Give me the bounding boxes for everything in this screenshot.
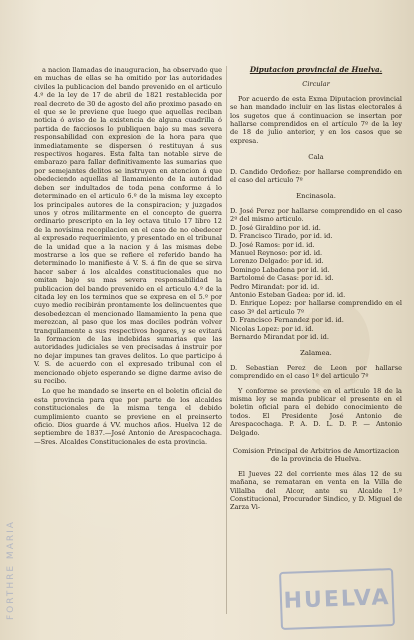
left-column: [34, 66, 222, 632]
section1-title: Cala: [308, 153, 324, 162]
list-item: D. José Perez por hallarse comprendido en el caso 2º del mismo articulo.: [230, 206, 402, 224]
list-item: D. Francisco Fernandez por id. id.: [230, 316, 344, 325]
library-stamp: HUELVA: [279, 568, 395, 630]
list-item: Domingo Labadena por id. id.: [230, 265, 330, 274]
left-paragraph-1: a nacion llamadas de inauguracion, ha observado que en muchas de ellas se ha omitido por las autoridades civiles la publicacion del bando prevenido en el articulo 4.º de la ley de 17 de abril de 1821 restablecida por real decreto de 30 de agosto del año proximo pasado en el que se le previene que luego que aquellas reciban noticia ó aviso de la existencia de alguna cuadrilla ó partida de facciosos lo publiquen bajo su mas severa responsabilidad con expresion de la hora para que inmediatamente se dispersen ó restituyan á sus respectivos hogares. Esta falta tan notable sirve de embarazo para fallar definitivamente las sumarias que por semejantes delitos se instruyen en atencion á que obedeciendo aquellas al llamamiento de la autoridad deben ser indultados de toda pena conforme á lo determinado en el articulo 6.º de la misma ley excepto los principales autores de la conspiracion; y juzgados unos y otros militarmente en el concepto de guerra ordinario prescripto en la ley octava titulo 17 libro 12 de la novísima recopilacion en el caso de no obedecer al expresado requerimiento, y presentado en el tribunal de la unidad que a la nacion y á las mismas debe mostrarse a los que se refiere el referido bando ha determinado lo manifieste á V. S. á fin de que se sirva hacer saber á los alcaldes constitucionales que no omitan bajo su mas severa responsabilidad la publicacion del bando prevenido en el articulo 4.º de la citada ley en los terminos que se expresa en el 5.º por cuyo medio recibirán prontamente los delincuentes que desobedezcan el mencionado llamamiento la pena que merezcan, al paso que los mas dociles podrán volver tranquilamente a sus respectivos hogares, y se evitará la formacion de las indebidas sumarias que las autoridades judiciales se ven precisadas á instruir por no dejar impunes tan graves delitos. Lo que participo á V. S. de acuerdo con el expresado tribunal con el mencionado objeto esperando se digne darme aviso de su recibo.: [34, 66, 223, 386]
circular-intro: Por acuerdo de esta Exma Diputacion provincial se han mandado incluir en las listas electorales á los sugetos que á continuacion se insertan por hallarse comprendidos en el artículo 7º de la ley de 18 de julio anterior, y en los casos que se expresa.: [230, 94, 402, 145]
list-item: Manuel Reynoso: por id. id.: [230, 248, 323, 257]
section2-title: Encinasola.: [296, 192, 336, 201]
list-item: D. Francisco Tirado, por id. id.: [230, 232, 333, 241]
list-item: Bernardo Mirandat por id. id.: [230, 332, 329, 341]
list-item: D. José Giraldino por id. id.: [230, 223, 321, 232]
list-item: Bartolomé de Casas: por id. id.: [230, 274, 334, 283]
section1-item: D. Candido Ordoñez: por hallarse comprendido en el caso del articulo 7º: [230, 167, 402, 185]
list-item: Lorenzo Delgado: por id. id.: [230, 257, 324, 266]
commission-text: El Jueves 22 del corriente mes álas 12 de su mañana, se remataran en venta en la Villa de Villalba del Alcor, ante su Alcalde 1.º Constitucional, Procurador Sindico, y D. Miguel de Zarza Vi-: [230, 469, 402, 512]
commission-title: Comision Principal de Arbitrios de Amortizacion de la provincia de Huelva.: [232, 447, 400, 464]
section3-title: Zalamea.: [300, 349, 332, 358]
section-header: Diputacion provincial de Huelva.: [249, 65, 383, 74]
publication-note: Y conforme se previene en el articulo 18 de la misma ley se manda publicar el presente en el boletin oficial para el debido conocimiento de todos. El Presidente José Antonio de Arespacochaga. P. A. D. L. D. P. — Antonio Delgado.: [230, 386, 402, 437]
list-item: Antonio Esteban Gadea: por id. id.: [230, 290, 346, 299]
vertical-watermark: FORTHRE MARIA: [6, 520, 16, 620]
list-item: D. Enrique Lopez: por hallarse comprendido en el caso 3º del articulo 7º: [230, 299, 402, 316]
list-item: D. Sebastian Perez de Leon por hallarse comprendido en el caso 1º del articulo 7º: [230, 363, 402, 381]
left-paragraph-2: Lo que he mandado se inserte en el boletin oficial de esta provincia para que por parte de los alcaldes constitucionales de la misma tenga el debido cumplimiento cuanto se previene en el preinserto oficio. Dios guarde á VV. muchos años. Huelva 12 de septiembre de 1837.—José Antonio de Arespacochaga.—Sres. Alcaldes Constitucionales de esta provincia.: [34, 387, 222, 446]
column-divider: [226, 66, 227, 614]
list-item: Nicolas Lopez: por id. id.: [230, 324, 314, 333]
list-item: Pedro Mirandat: por id. id.: [230, 282, 320, 291]
list-item: D. José Ramos: por id. id.: [230, 240, 315, 249]
right-column: [230, 66, 402, 632]
circular-label: Circular: [302, 80, 330, 89]
